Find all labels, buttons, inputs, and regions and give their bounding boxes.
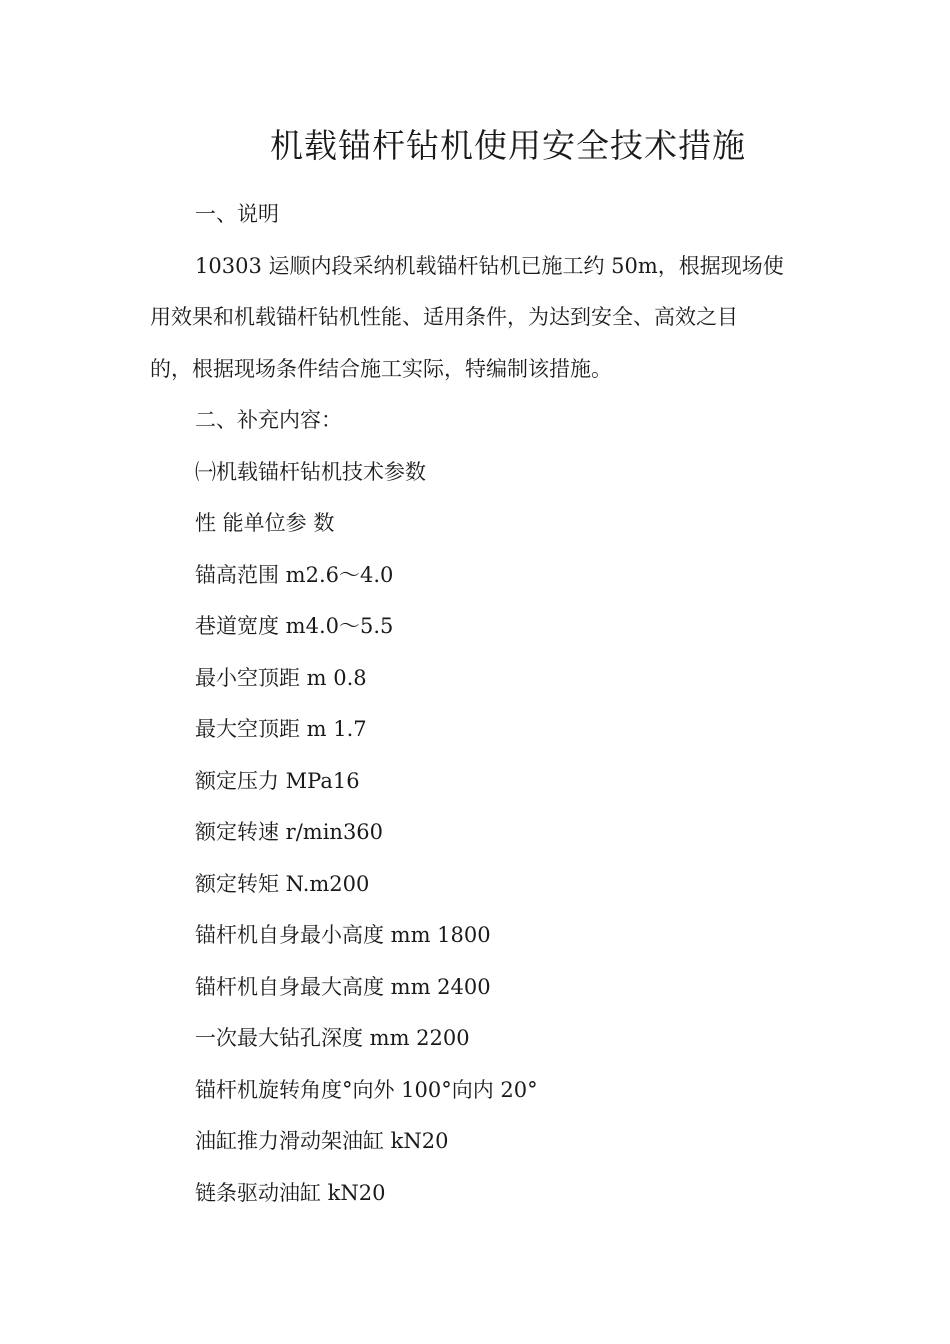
paragraph-line: 的，根据现场条件结合施工实际，特编制该措施。: [150, 356, 612, 381]
spec-line: 一次最大钻孔深度 mm 2200: [195, 1026, 470, 1050]
spec-line: 额定转矩 N.m200: [195, 871, 370, 896]
spec-line: 额定压力 MPa16: [195, 768, 360, 793]
spec-line: 锚杆机自身最大高度 mm 2400: [195, 974, 491, 999]
spec-line: 巷道宽度 m4.0～5.5: [195, 614, 394, 638]
spec-line: 额定转速 r/min360: [195, 820, 384, 844]
spec-line: 锚高范围 m2.6～4.0: [195, 562, 394, 587]
spec-line: 油缸推力滑动架油缸 kN20: [195, 1129, 449, 1153]
spec-line: 最小空顶距 m 0.8: [195, 665, 367, 690]
section-heading-supplement: 二、补充内容：: [195, 408, 342, 432]
spec-line: 锚杆机旋转角度°向外 100°向内 20°: [195, 1077, 538, 1102]
paragraph-line: 用效果和机载锚杆钻机性能、适用条件，为达到安全、高效之目: [150, 305, 738, 329]
spec-line: 链条驱动油缸 kN20: [195, 1180, 386, 1205]
spec-line: 锚杆机自身最小高度 mm 1800: [195, 923, 491, 947]
section-heading-description: 一、说明: [195, 202, 279, 226]
paragraph-line: 10303 运顺内段采纳机载锚杆钻机已施工约 50m，根据现场使: [195, 253, 784, 278]
subsection-heading-specs: ㈠机载锚杆钻机技术参数: [195, 459, 426, 484]
document-body: [150, 189, 800, 1219]
spec-line: 最大空顶距 m 1.7: [195, 717, 367, 741]
spec-table-header: 性 能单位参 数: [195, 511, 335, 535]
document-title: 机载锚杆钻机使用安全技术措施: [270, 126, 746, 165]
